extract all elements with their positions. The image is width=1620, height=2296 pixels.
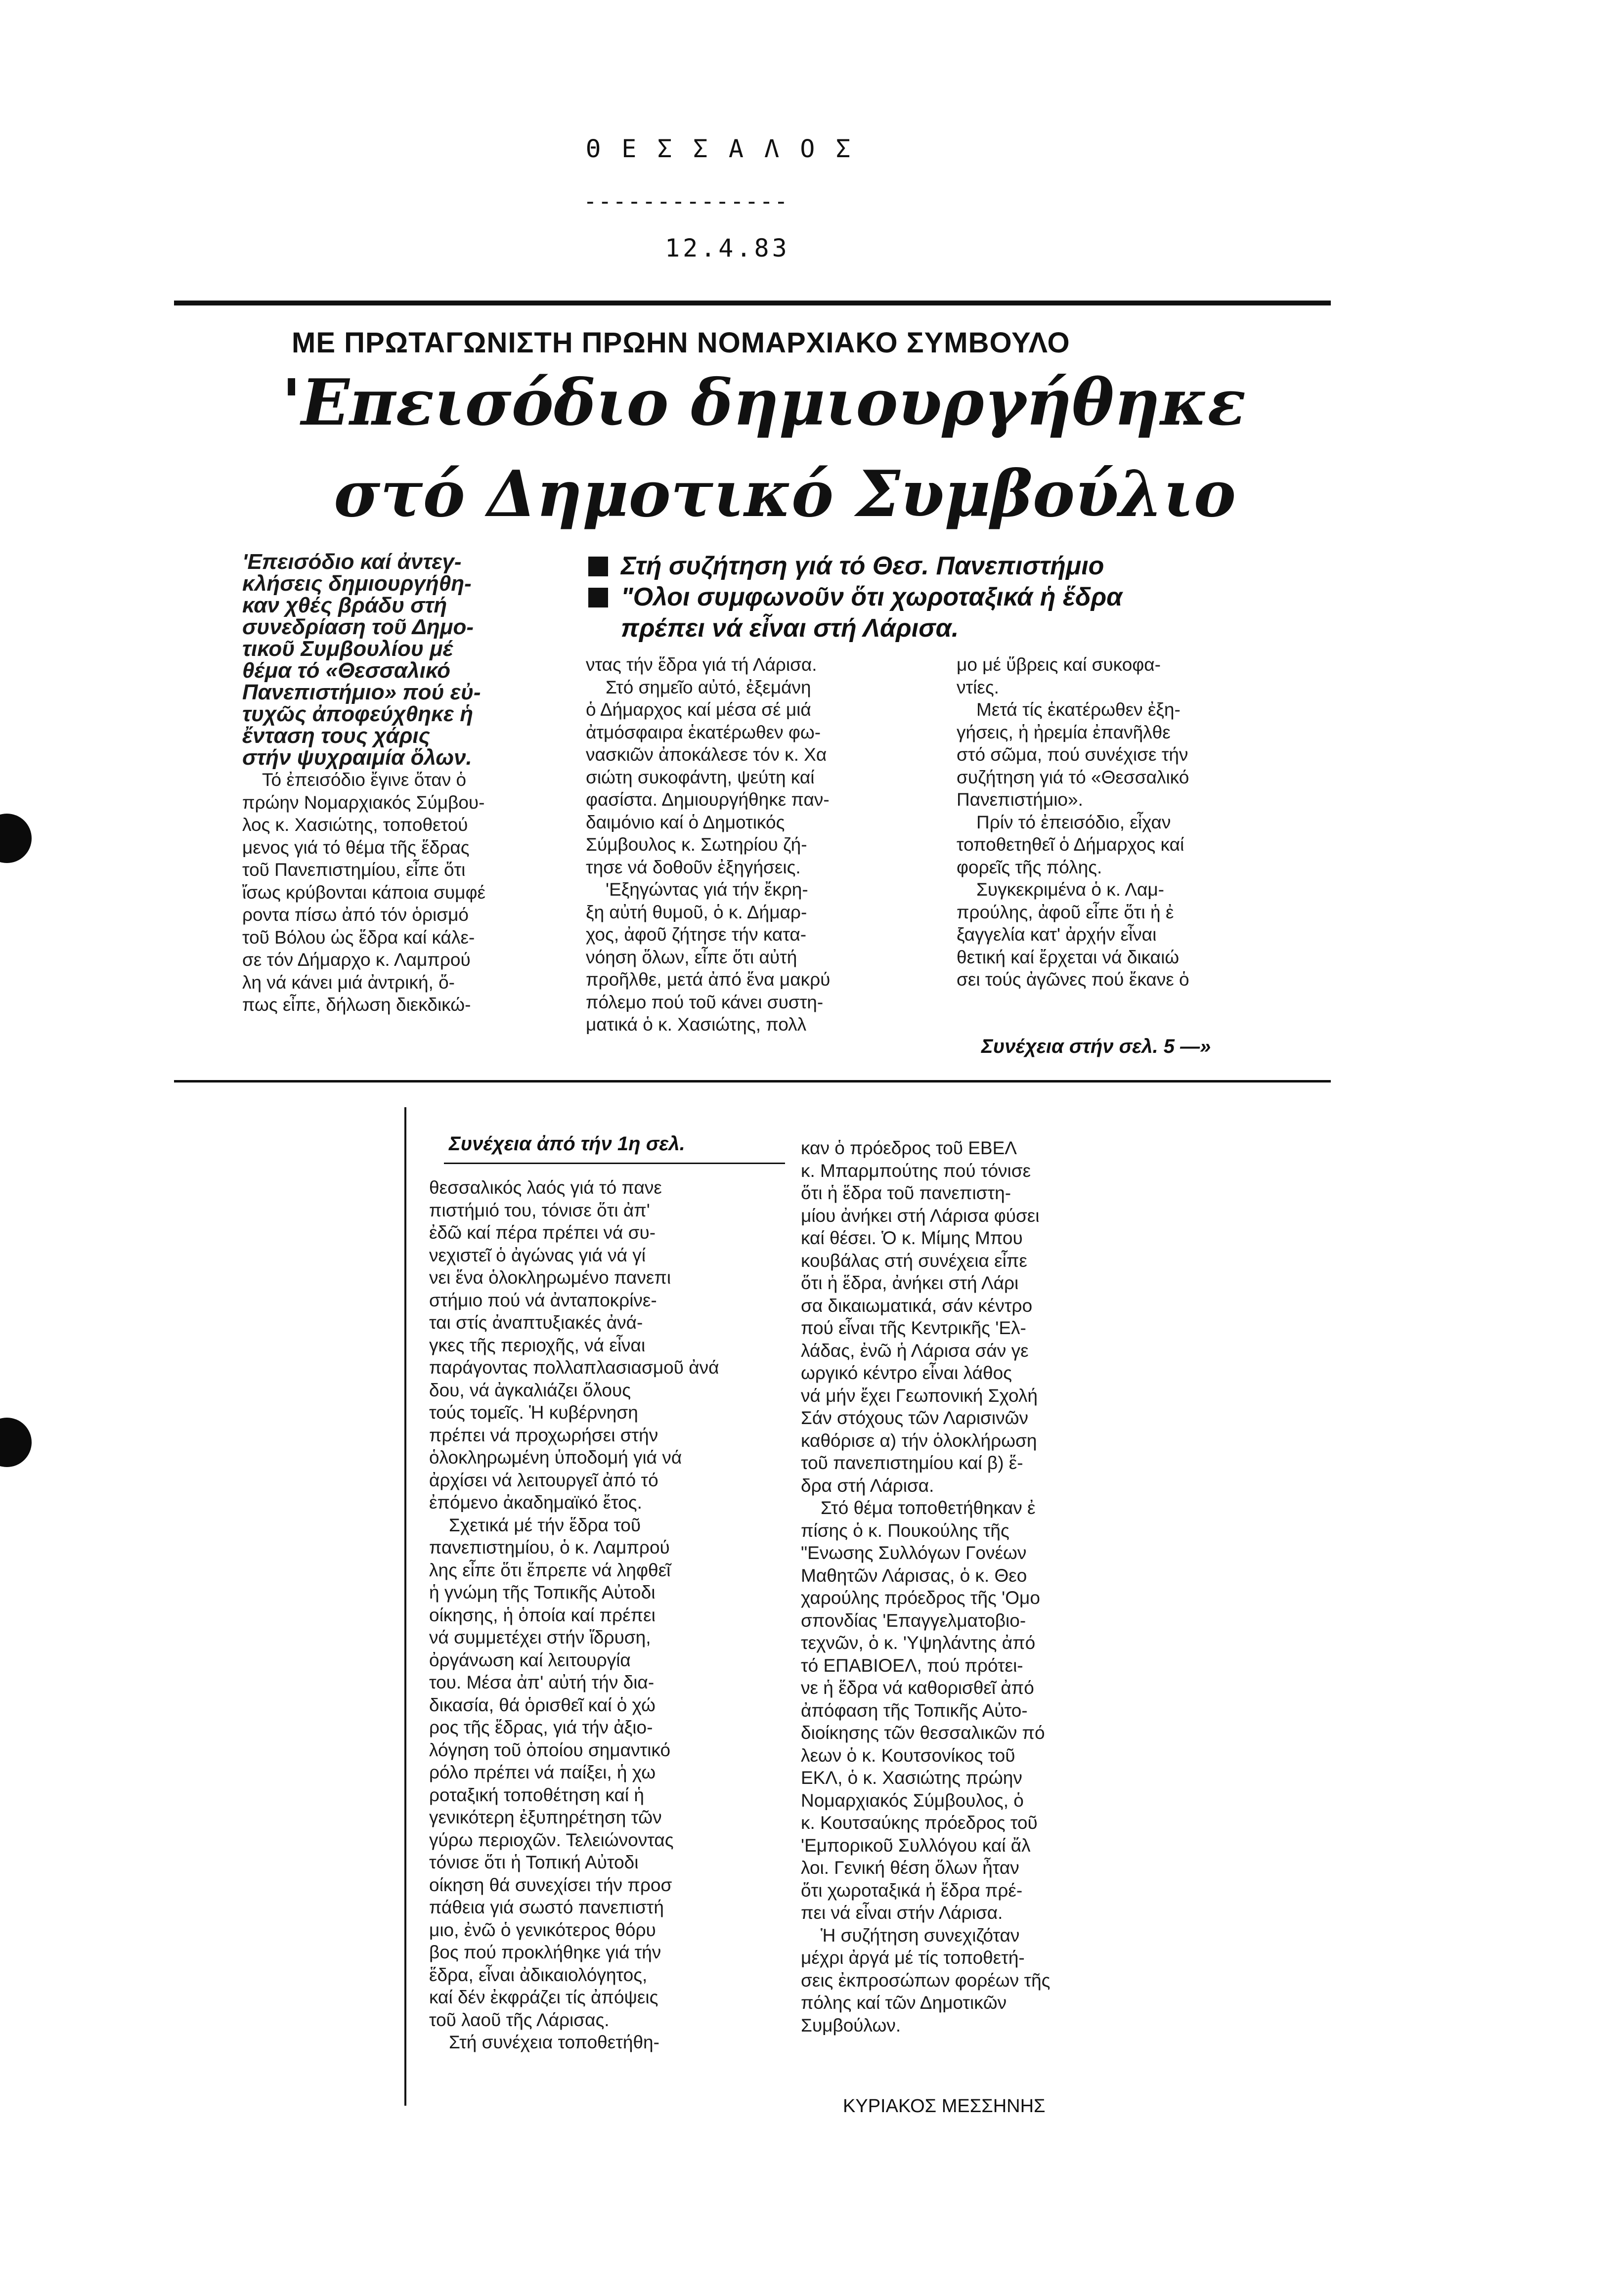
- body-line: καί θέσει. Ὁ κ. Μίμης Μπου: [801, 1228, 1023, 1248]
- body-line: ἡ γνώμη τῆς Τοπικῆς Αὐτοδι: [429, 1582, 656, 1603]
- continued-note: Συνέχεια στήν σελ. 5 —»: [981, 1036, 1211, 1057]
- body-line: δικασία, θά ὁρισθεῖ καί ὁ χώ: [429, 1694, 656, 1715]
- body-line: δρα στή Λάρισα.: [801, 1475, 934, 1496]
- body-line: ξη αὐτή θυμοῦ, ὁ κ. Δήμαρ-: [586, 902, 807, 922]
- body-line: δου, νά ἀγκαλιάζει ὅλους: [429, 1380, 631, 1400]
- body-line: Συγκεκριμένα ὁ κ. Λαμ-: [976, 879, 1164, 900]
- body-line: μιο, ἐνῶ ὁ γενικότερος θόρυ: [429, 1919, 656, 1940]
- body-line: γύρω περιοχῶν. Τελειώνοντας: [429, 1829, 674, 1850]
- body-line: φασίστα. Δημιουργήθηκε παν-: [586, 789, 830, 810]
- body-line: Νομαρχιακός Σύμβουλος, ὁ: [801, 1790, 1024, 1811]
- body-line: ἀρχίσει νά λειτουργεῖ ἀπό τό: [429, 1470, 658, 1490]
- headline-title-line1: 'Επεισόδιο δημιουργήθηκε: [282, 366, 1246, 440]
- body-line: ματικά ὁ κ. Χασιώτης, πολλ: [586, 1014, 807, 1035]
- body-line: καθόρισε α) τήν ὁλοκλήρωση: [801, 1430, 1037, 1451]
- body-line: Τό ἐπεισόδιο ἔγινε ὅταν ὁ: [262, 770, 467, 790]
- body-line: σεις ἐκπροσώπων φορέων τῆς: [801, 1970, 1051, 1991]
- body-line: ἀτμόσφαιρα ἑκατέρωθεν φω-: [586, 722, 821, 742]
- body-line: τοῦ Βόλου ὡς ἕδρα καί κάλε-: [242, 927, 475, 948]
- continuation-left-rule: [404, 1107, 406, 2106]
- body-line: λεων ὁ κ. Κουτσονίκος τοῦ: [801, 1745, 1015, 1766]
- body-line: "Ενωσης Συλλόγων Γονέων: [801, 1543, 1027, 1563]
- clipping-date: 12.4.83: [665, 234, 790, 262]
- body-line: κουβάλας στή συνέχεια εἶπε: [801, 1250, 1027, 1271]
- lead-line: ἔνταση τους χάρις: [242, 724, 430, 748]
- body-line: Ἡ συζήτηση συνεχιζόταν: [821, 1925, 1020, 1946]
- body-line: λόγηση τοῦ ὁποίου σημαντικό: [429, 1739, 671, 1760]
- lead-line: κλήσεις δημιουργήθη-: [242, 571, 472, 596]
- body-line: λης εἶπε ὅτι ἔπρεπε νά ληφθεῖ: [429, 1560, 671, 1580]
- body-line: πίσης ὁ κ. Πουκούλης τῆς: [801, 1520, 1009, 1541]
- paper-name-underline: --------------: [583, 188, 789, 215]
- lead-line: τικοῦ Συμβουλίου μέ: [242, 637, 453, 661]
- body-line: νε ἡ ἕδρα νά καθορισθεῖ ἀπό: [801, 1678, 1034, 1698]
- body-line: Στό θέμα τοποθετήθηκαν ἐ: [821, 1498, 1036, 1518]
- body-line: μο μέ ὕβρεις καί συκοφα-: [957, 654, 1161, 675]
- body-line: λοι. Γενική θέση ὅλων ἦταν: [801, 1858, 1019, 1878]
- lead-column-2: [586, 653, 922, 1036]
- body-line: λη νά κάνει μιά ἀντρική, ὅ-: [242, 972, 455, 993]
- body-line: σει τούς ἀγῶνες πού ἔκανε ὁ: [957, 969, 1189, 990]
- body-line: στό σῶμα, πού συνέχισε τήν: [957, 744, 1188, 765]
- body-line: τεχνῶν, ὁ κ. 'Υψηλάντης ἀπό: [801, 1633, 1036, 1653]
- body-line: 'Εξηγώντας γιά τήν ἔκρη-: [606, 879, 808, 900]
- body-line: τούς τομεῖς. Ἡ κυβέρνηση: [429, 1402, 638, 1423]
- body-line: πρώην Νομαρχιακός Σύμβου-: [242, 792, 485, 813]
- body-line: λος κ. Χασιώτης, τοποθετού: [242, 815, 468, 835]
- byline: ΚΥΡΙΑΚΟΣ ΜΕΣΣΗΝΗΣ: [843, 2096, 1046, 2117]
- body-line: πόλης καί τῶν Δημοτικῶν: [801, 1993, 1007, 2013]
- body-line: νά μήν ἔχει Γεωπονική Σχολή: [801, 1385, 1038, 1406]
- body-line: νασκιῶν ἀποκάλεσε τόν κ. Χα: [586, 744, 827, 765]
- body-line: οίκησης, ἡ ὁποία καί πρέπει: [429, 1604, 656, 1625]
- lead-line: θέμα τό «Θεσσαλικό: [242, 658, 450, 683]
- body-line: Στή συνέχεια τοποθετήθη-: [449, 2032, 659, 2052]
- paper-name: Θ Ε Σ Σ Α Λ Ο Σ: [586, 134, 854, 163]
- body-line: τό ΕΠΑΒΙΟΕΛ, πού πρότει-: [801, 1655, 1023, 1676]
- body-line: πανεπιστημίου, ὁ κ. Λαμπρού: [429, 1537, 670, 1558]
- body-line: τοῦ Πανεπιστημίου, εἶπε ὅτι: [242, 860, 466, 880]
- body-line: τοποθετηθεῖ ὁ Δήμαρχος καί: [957, 834, 1184, 855]
- body-line: ὅτι ἡ ἕδρα, ἀνήκει στή Λάρι: [801, 1273, 1019, 1293]
- body-line: ὅτι ἡ ἕδρα τοῦ πανεπιστη-: [801, 1183, 1011, 1203]
- body-line: ἐπόμενο ἀκαδημαϊκό ἔτος.: [429, 1492, 642, 1513]
- body-line: νόηση ὅλων, εἶπε ὅτι αὐτή: [586, 947, 797, 967]
- lead-column-1: [242, 551, 578, 1016]
- body-line: ντίες.: [957, 677, 999, 697]
- body-line: μέχρι ἀργά μέ τίς τοποθετή-: [801, 1948, 1025, 1968]
- body-line: Συμβούλων.: [801, 2015, 901, 2036]
- body-line: γήσεις, ἡ ἠρεμία ἐπανῆλθε: [957, 722, 1171, 742]
- body-line: πει νά εἶναι στήν Λάρισα.: [801, 1903, 1003, 1923]
- body-line: του. Μέσα ἀπ' αὐτή τήν δια-: [429, 1672, 655, 1692]
- body-line: στήμιο πού νά ἀνταποκρίνε-: [429, 1290, 657, 1310]
- headline-title-line2: στό Δημοτικό Συμβούλιο: [334, 457, 1236, 531]
- body-line: πρέπει νά προχωρήσει στήν: [429, 1425, 658, 1445]
- body-line: θετική καί ἔρχεται νά δικαιώ: [957, 947, 1180, 967]
- lead-line: καν χθές βράδυ στή: [242, 593, 447, 617]
- body-line: Στό σημεῖο αὐτό, ἐξεμάνη: [606, 677, 811, 697]
- body-line: σε τόν Δήμαρχο κ. Λαμπρού: [242, 950, 471, 970]
- body-line: τοῦ πανεπιστημίου καί β) ἕ-: [801, 1453, 1023, 1473]
- body-line: πόλεμο πού τοῦ κάνει συστη-: [586, 992, 824, 1012]
- body-line: ὅτι χωροταξικά ἡ ἕδρα πρέ-: [801, 1880, 1023, 1901]
- body-line: Σχετικά μέ τήν ἕδρα τοῦ: [449, 1515, 641, 1535]
- body-line: ἀπόφαση τῆς Τοπικῆς Αὐτο-: [801, 1700, 1028, 1721]
- body-line: παράγοντας πολλαπλασιασμοῦ ἀνά: [429, 1357, 719, 1378]
- lead-column-3: [957, 653, 1303, 991]
- middle-rule: [174, 1080, 1331, 1083]
- body-line: Μετά τίς ἑκατέρωθεν ἐξη-: [976, 699, 1181, 720]
- subhead-2: "Ολοι συμφωνοῦν ὅτι χωροταξικά ἡ ἕδρα: [588, 582, 1122, 612]
- body-line: νά συμμετέχει στήν ἵδρυση,: [429, 1627, 651, 1647]
- body-line: Σύμβουλος κ. Σωτηρίου ζή-: [586, 834, 807, 855]
- body-line: διοίκησης τῶν θεσσαλικῶν πό: [801, 1723, 1045, 1743]
- body-line: Σάν στόχους τῶν Λαρισινῶν: [801, 1408, 1028, 1428]
- body-line: ἐδῶ καί πέρα πρέπει νά συ-: [429, 1222, 656, 1243]
- punch-hole-top: [0, 814, 32, 863]
- body-line: ται στίς ἀναπτυξιακές ἀνά-: [429, 1312, 643, 1333]
- body-line: ντας τήν ἕδρα γιά τή Λάρισα.: [586, 654, 817, 675]
- body-line: Πρίν τό ἐπεισόδιο, εἶχαν: [976, 812, 1171, 832]
- body-line: νεχιστεῖ ὁ ἀγώνας γιά νά γί: [429, 1245, 646, 1265]
- continuation-heading: Συνέχεια ἀπό τήν 1η σελ.: [449, 1133, 685, 1155]
- body-line: Πανεπιστήμιο».: [957, 789, 1083, 810]
- body-line: γκες τῆς περιοχῆς, νά εἶναι: [429, 1335, 646, 1355]
- punch-hole-bottom: [0, 1418, 32, 1467]
- body-line: χος, ἀφοῦ ζήτησε τήν κατα-: [586, 924, 807, 945]
- body-line: τοῦ λαοῦ τῆς Λάρισας.: [429, 2009, 610, 2030]
- body-line: ροντα πίσω ἀπό τόν ὁρισμό: [242, 905, 469, 925]
- lead-line: Πανεπιστήμιο» πού εὐ-: [242, 680, 481, 704]
- body-line: ἕδρα, εἶναι ἀδικαιολόγητος,: [429, 1964, 648, 1985]
- body-line: γενικότερη ἐξυπηρέτηση τῶν: [429, 1807, 662, 1827]
- body-line: βος πού προκλήθηκε γιά τήν: [429, 1942, 661, 1962]
- lead-line: 'Επεισόδιο καί ἀντεγ-: [242, 550, 462, 574]
- body-line: ρόλο πρέπει νά παίξει, ἡ χω: [429, 1762, 656, 1782]
- body-line: λάδας, ἐνῶ ἡ Λάρισα σάν γε: [801, 1340, 1029, 1361]
- top-rule: [174, 301, 1331, 305]
- headline-kicker: ΜΕ ΠΡΩΤΑΓΩΝΙΣΤΗ ΠΡΩΗΝ ΝΟΜΑΡΧΙΑΚΟ ΣΥΜΒΟΥΛΟ: [292, 327, 1070, 359]
- body-line: δαιμόνιο καί ὁ Δημοτικός: [586, 812, 785, 832]
- continuation-column-1: [429, 1176, 770, 2054]
- body-line: τησε νά δοθοῦν ἐξηγήσεις.: [586, 857, 801, 877]
- body-line: ξαγγελία κατ' ἀρχήν εἶναι: [957, 924, 1157, 945]
- body-line: μενος γιά τό θέμα τῆς ἕδρας: [242, 837, 470, 858]
- subhead-bullet-icon: [588, 557, 608, 576]
- body-line: κ. Μπαρμπούτης πού τόνισε: [801, 1160, 1031, 1181]
- body-line: ροταξική τοποθέτηση καί ἡ: [429, 1784, 644, 1805]
- body-line: ὁλοκληρωμένη ὑποδομή γιά νά: [429, 1447, 682, 1468]
- body-line: καν ὁ πρόεδρος τοῦ ΕΒΕΛ: [801, 1138, 1017, 1158]
- body-line: φορεῖς τῆς πόλης.: [957, 857, 1102, 877]
- body-line: πιστήμιό του, τόνισε ὅτι ἀπ': [429, 1200, 650, 1220]
- continuation-column-2: [801, 1137, 1167, 2036]
- body-line: ἴσως κρύβονται κάποια συμφέ: [242, 882, 485, 903]
- lead-line: τυχῶς ἀποφεύχθηκε ἡ: [242, 702, 474, 726]
- lead-line: συνεδρίαση τοῦ Δημο-: [242, 615, 474, 639]
- subhead-3: πρέπει νά εἶναι στή Λάρισα.: [621, 614, 959, 643]
- body-line: ὀργάνωση καί λειτουργία: [429, 1649, 631, 1670]
- body-line: σιώτη συκοφάντη, ψεύτη καί: [586, 767, 815, 787]
- body-line: μίου ἀνήκει στή Λάρισα φύσει: [801, 1205, 1040, 1226]
- body-line: συζήτηση γιά τό «Θεσσαλικό: [957, 767, 1189, 787]
- body-line: οίκηση θά συνεχίσει τήν προσ: [429, 1874, 672, 1895]
- continuation-heading-rule: [444, 1163, 785, 1164]
- body-line: ωργικό κέντρο εἶναι λάθος: [801, 1363, 1012, 1383]
- subhead-1: Στή συζήτηση γιά τό Θεσ. Πανεπιστήμιο: [588, 551, 1104, 581]
- body-line: πού εἶναι τῆς Κεντρικῆς 'Ελ-: [801, 1318, 1026, 1338]
- body-line: 'Εμπορικοῦ Συλλόγου καί ἄλ: [801, 1835, 1031, 1856]
- body-line: ρος τῆς ἕδρας, γιά τήν ἀξιο-: [429, 1717, 653, 1737]
- body-line: προῆλθε, μετά ἀπό ἕνα μακρύ: [586, 969, 831, 990]
- body-line: χαρούλης πρόεδρος τῆς 'Ομο: [801, 1588, 1040, 1608]
- body-line: κ. Κουτσαύκης πρόεδρος τοῦ: [801, 1813, 1038, 1833]
- body-line: ΕΚΛ, ὁ κ. Χασιώτης πρώην: [801, 1768, 1022, 1788]
- body-line: τόνισε ὅτι ἡ Τοπική Αὐτοδι: [429, 1852, 639, 1872]
- body-line: νει ἕνα ὁλοκληρωμένο πανεπι: [429, 1267, 671, 1288]
- body-line: ὁ Δήμαρχος καί μέσα σέ μιά: [586, 699, 811, 720]
- body-line: καί δέν ἐκφράζει τίς ἀπόψεις: [429, 1987, 658, 2007]
- body-line: πως εἶπε, δήλωση διεκδικώ-: [242, 995, 471, 1015]
- body-line: σα δικαιωματικά, σάν κέντρο: [801, 1295, 1033, 1316]
- body-line: θεσσαλικός λαός γιά τό πανε: [429, 1177, 662, 1198]
- body-line: Μαθητῶν Λάρισας, ὁ κ. Θεο: [801, 1565, 1027, 1586]
- subhead-bullet-icon: [588, 588, 608, 607]
- body-line: πάθεια γιά σωστό πανεπιστή: [429, 1897, 664, 1917]
- body-line: προύλης, ἀφοῦ εἶπε ὅτι ἡ ἐ: [957, 902, 1174, 922]
- body-line: σπονδίας 'Επαγγελματοβιο-: [801, 1610, 1026, 1631]
- lead-line: στήν ψυχραιμία ὅλων.: [242, 745, 472, 770]
